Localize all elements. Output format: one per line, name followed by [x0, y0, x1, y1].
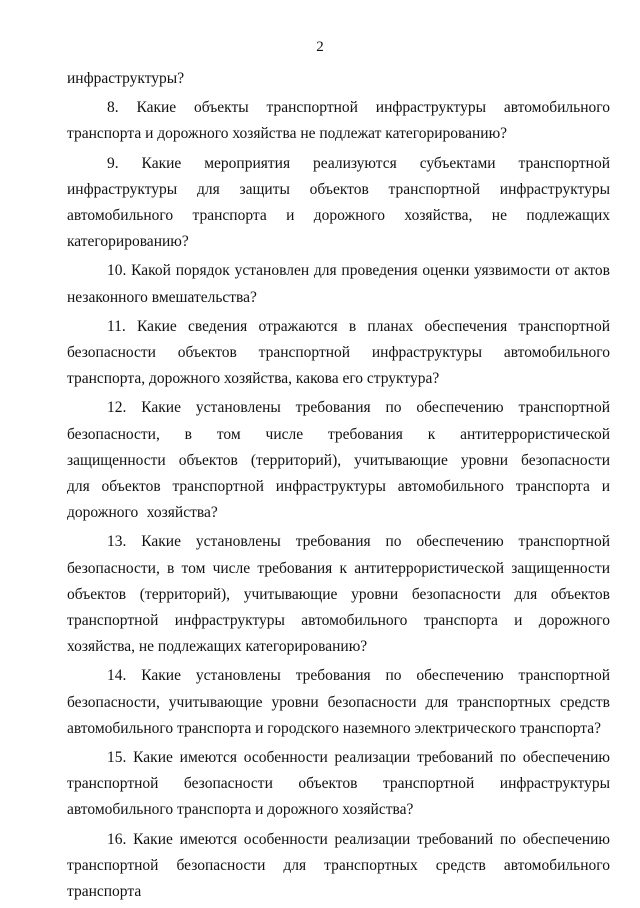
question-8: 8. Какие объекты транспортной инфраструктуры автомобильного транспорта и дорожного хозяйства не подлежат категорированию? — [67, 99, 610, 143]
question-9: 9. Какие мероприятия реализуются субъектами транспортной инфраструктуры для защиты объектов транспортной инфраструктуры автомобильного транспорта и дорожного хозяйства, не подлежащих категорированию? — [67, 154, 610, 251]
question-12: 12. Какие установлены требования по обеспечению транспортной безопасности, в том числе требования к антитеррористической защищенности объектов (территорий), учитывающие уровни безопасности для объектов транспортной инфраструктуры автомобильного транспорта и дорожного хозяйства? — [67, 399, 610, 522]
document-body — [67, 66, 610, 908]
page-number: 2 — [316, 39, 324, 55]
question-10: 10. Какой порядок установлен для проведения оценки уязвимости от актов незаконного вмешательства? — [67, 262, 610, 306]
question-16: 16. Какие имеются особенности реализации требований по обеспечению транспортной безопасности для транспортных средств автомобильного транспорта — [67, 830, 610, 901]
paragraph-continuation: инфраструктуры? — [67, 70, 185, 87]
question-14: 14. Какие установлены требования по обеспечению транспортной безопасности, учитывающие уровни безопасности для транспортных средств автомобильного транспорта и городского наземного электрического транспорта? — [67, 667, 610, 737]
question-15: 15. Какие имеются особенности реализации требований по обеспечению транспортной безопасности объектов транспортной инфраструктуры автомобильного транспорта и дорожного хозяйства? — [67, 749, 610, 819]
question-11: 11. Какие сведения отражаются в планах обеспечения транспортной безопасности объектов транспортной инфраструктуры автомобильного транспорта, дорожного хозяйства, какова его структура? — [67, 317, 610, 388]
question-13: 13. Какие установлены требования по обеспечению транспортной безопасности, в том числе требования к антитеррористической защищенности объектов (территорий), учитывающие уровни безопасности для объектов транспортной инфраструктуры автомобильного транспорта и дорожного хозяйства, не подлежащих категорированию? — [67, 533, 610, 656]
